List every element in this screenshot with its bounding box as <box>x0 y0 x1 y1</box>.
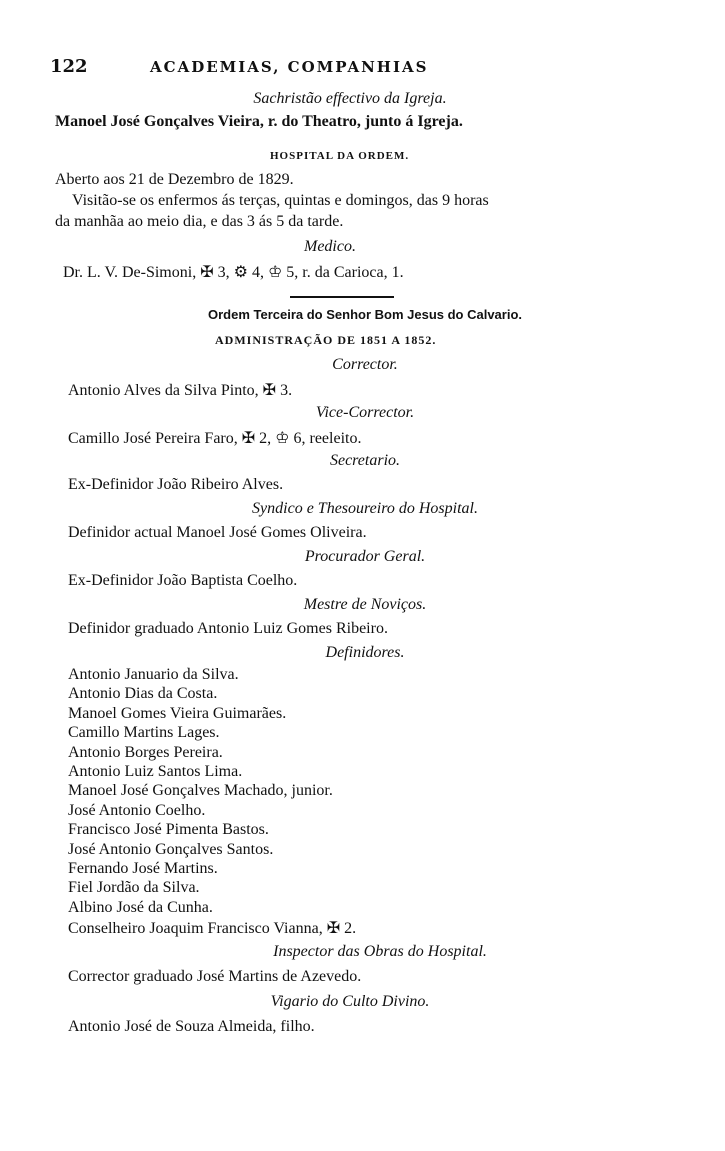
sachristan-role: Sachristão effectivo da Igreja. <box>253 90 447 107</box>
officer-name: Definidor actual Manoel José Gomes Oliveira. <box>68 524 367 541</box>
office-title: Corrector. <box>332 356 398 373</box>
administration-heading: ADMINISTRAÇÃO DE 1851 A 1852. <box>215 333 437 347</box>
definidor-name: Camillo Martins Lages. <box>68 724 220 742</box>
office-title: Syndico e Thesoureiro do Hospital. <box>252 500 478 517</box>
definidor-name: Manoel José Gonçalves Machado, junior. <box>68 782 333 800</box>
office-title: Vice-Corrector. <box>315 404 415 421</box>
page-number: 122 <box>50 56 88 77</box>
medico-name: Dr. L. V. De-Simoni, ✠ 3, ⚙ 4, ♔ 5, r. da Carioca, 1. <box>63 264 404 281</box>
order-title: Ordem Terceira do Senhor Bom Jesus do Calvario. <box>207 307 523 322</box>
vigario-role: Vigario do Culto Divino. <box>270 993 430 1010</box>
hospital-heading: HOSPITAL DA ORDEM. <box>270 150 410 162</box>
officer-name: Antonio Alves da Silva Pinto, ✠ 3. <box>68 382 293 399</box>
officer-name: Ex-Definidor João Baptista Coelho. <box>68 572 298 589</box>
definidor-name: José Antonio Coelho. <box>68 801 206 819</box>
medico-role: Medico. <box>304 238 356 255</box>
office-title: Definidores. <box>325 644 405 661</box>
definidor-name: Manoel Gomes Vieira Guimarães. <box>68 704 287 722</box>
definidor-name: Albino José da Cunha. <box>68 898 213 916</box>
vigario-name: Antonio José de Souza Almeida, filho. <box>68 1018 315 1035</box>
definidor-name: Conselheiro Joaquim Francisco Vianna, ✠ 2. <box>68 920 357 938</box>
officer-name: Camillo José Pereira Faro, ✠ 2, ♔ 6, reeleito. <box>68 430 362 447</box>
definidor-name: José Antonio Gonçalves Santos. <box>68 840 274 858</box>
section-rule <box>290 296 394 298</box>
definidor-name: Francisco José Pimenta Bastos. <box>68 821 269 839</box>
office-title: Mestre de Noviços. <box>303 596 427 613</box>
definidor-name: Antonio Borges Pereira. <box>68 743 223 761</box>
definidor-name: Fiel Jordão da Silva. <box>68 879 200 897</box>
sachristan-name: Manoel José Gonçalves Vieira, r. do Theatro, junto á Igreja. <box>55 113 463 130</box>
inspector-role: Inspector das Obras do Hospital. <box>273 943 487 960</box>
definidor-name: Antonio Luiz Santos Lima. <box>68 763 243 780</box>
visiting-line-2: da manhãa ao meio dia, e das 3 ás 5 da tarde. <box>55 213 344 230</box>
office-title: Procurador Geral. <box>304 548 426 565</box>
office-title: Secretario. <box>329 452 401 469</box>
running-header: ACADEMIAS, COMPANHIAS <box>150 58 429 76</box>
officer-name: Definidor graduado Antonio Luiz Gomes Ribeiro. <box>68 620 388 637</box>
visiting-line-1: Visitão-se os enfermos ás terças, quintas e domingos, das 9 horas <box>72 192 489 209</box>
definidor-name: Antonio Dias da Costa. <box>68 685 218 703</box>
definidor-name: Fernando José Martins. <box>68 860 218 877</box>
officer-name: Ex-Definidor João Ribeiro Alves. <box>68 476 284 493</box>
hospital-opened: Aberto aos 21 de Dezembro de 1829. <box>55 171 294 188</box>
inspector-name: Corrector graduado José Martins de Azevedo. <box>68 968 362 985</box>
definidor-name: Antonio Januario da Silva. <box>68 666 239 683</box>
